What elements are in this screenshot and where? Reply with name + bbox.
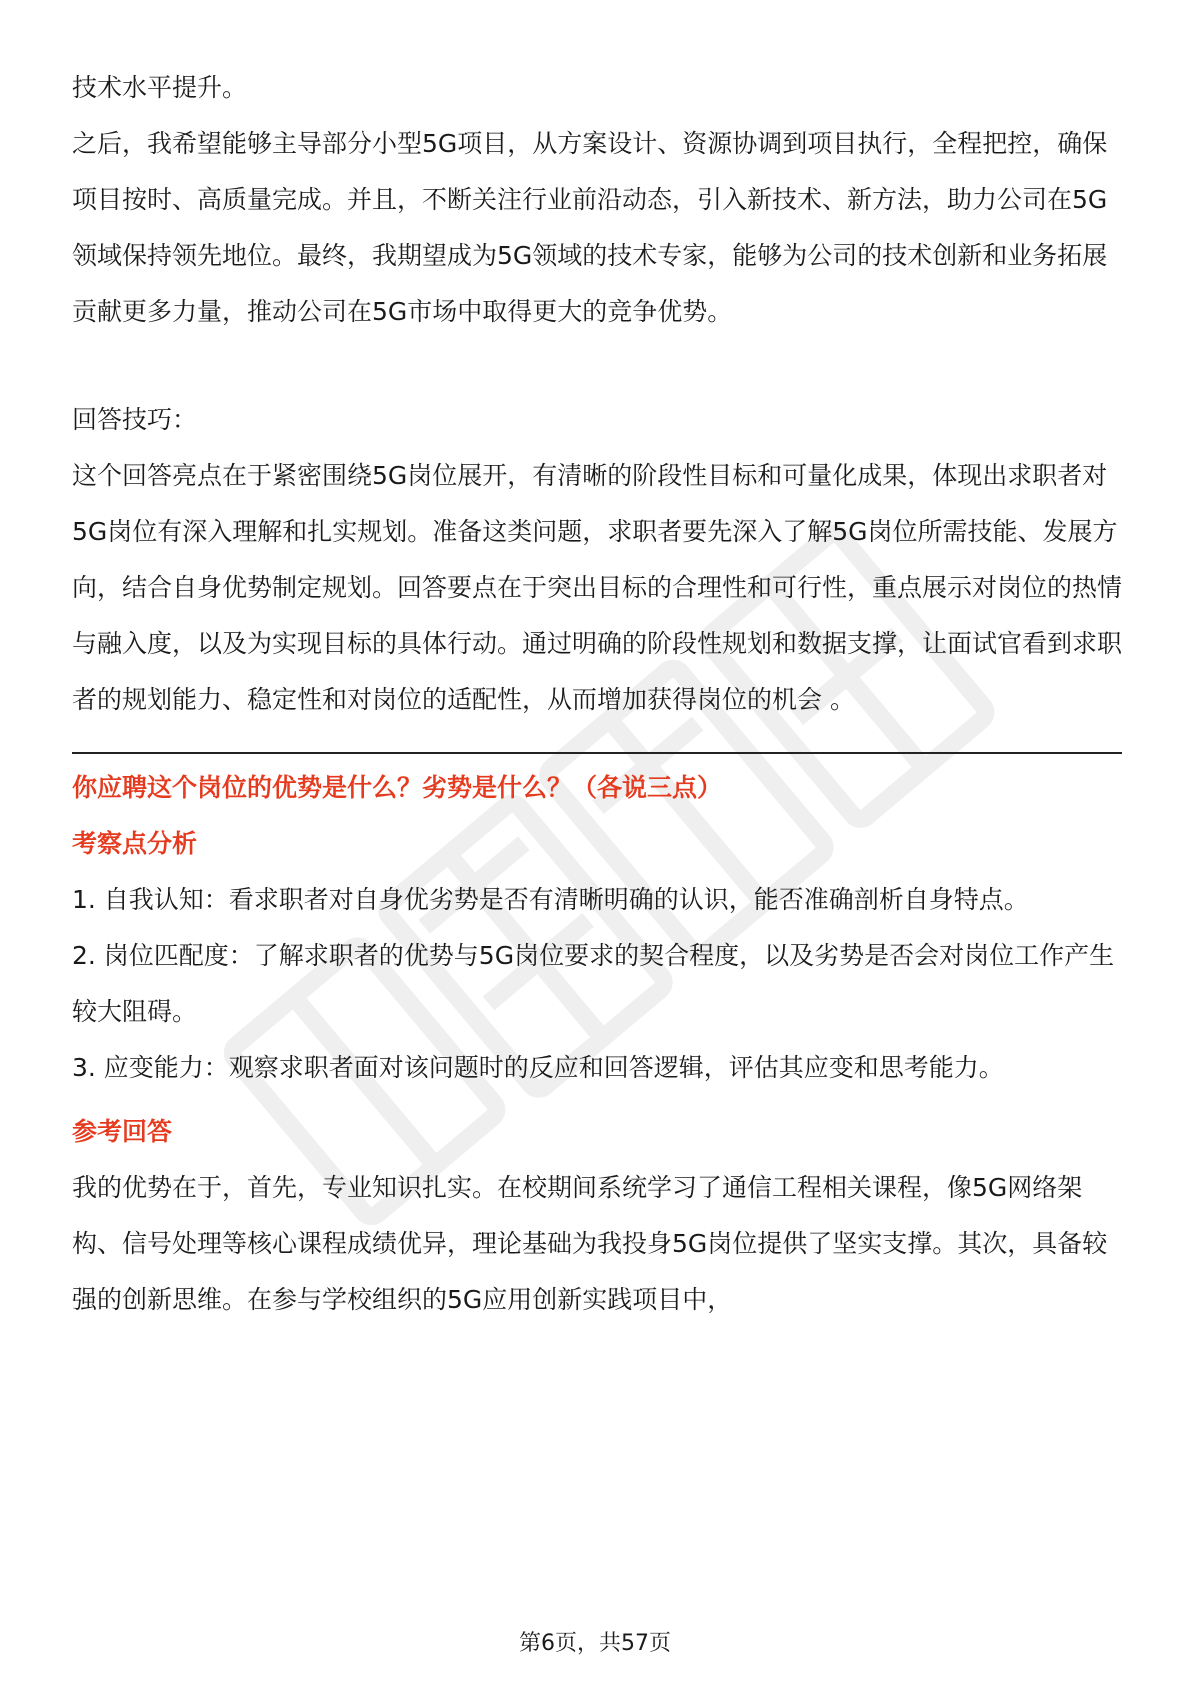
question-heading: 你应聘这个岗位的优势是什么？劣势是什么？（各说三点） [72,773,723,802]
analysis-item-1: 1. 自我认知：看求职者对自身优劣势是否有清晰明确的认识，能否准确剖析自身特点。 [72,885,1029,914]
intro-paragraph-1: 技术水平提升。 [72,73,248,102]
reference-body: 我的优势在于，首先，专业知识扎实。在校期间系统学习了通信工程相关课程，像5G网络架构、信号处理等核心课程成绩优异，理论基础为我投身5G岗位提供了坚实支撑。其次，具备较强的创新思维。在参与学校组织的5G应用创新实践项目中， [72,1173,1108,1314]
analysis-title: 考察点分析 [72,829,198,858]
section-divider [72,752,1122,754]
page-content [72,60,1122,1328]
intro-paragraph-2: 之后，我希望能够主导部分小型5G项目，从方案设计、资源协调到项目执行，全程把控，确保项目按时、高质量完成。并且，不断关注行业前沿动态，引入新技术、新方法，助力公司在5G领域保持领先地位。最终，我期望成为5G领域的技术专家，能够为公司的技术创新和业务拓展贡献更多力量，推动公司在5G市场中取得更大的竞争优势。 [72,129,1108,326]
analysis-item-3: 3. 应变能力：观察求职者面对该问题时的反应和回答逻辑，评估其应变和思考能力。 [72,1053,1004,1082]
tips-body: 这个回答亮点在于紧密围绕5G岗位展开，有清晰的阶段性目标和可量化成果，体现出求职者对5G岗位有深入理解和扎实规划。准备这类问题，求职者要先深入了解5G岗位所需技能、发展方向，结合自身优势制定规划。回答要点在于突出目标的合理性和可行性，重点展示对岗位的热情与融入度，以及为实现目标的具体行动。通过明确的阶段性规划和数据支撑，让面试官看到求职者的规划能力、稳定性和对岗位的适配性，从而增加获得岗位的机会 。 [72,461,1123,714]
spacer [72,340,1122,392]
analysis-item-2: 2. 岗位匹配度：了解求职者的优势与5G岗位要求的契合程度，以及劣势是否会对岗位工作产生较大阻碍。 [72,941,1115,1026]
tips-heading: 回答技巧： [72,405,198,434]
reference-title: 参考回答 [72,1117,173,1146]
spacer [72,1096,1122,1104]
page-number: 第6页，共57页 [519,1631,671,1656]
